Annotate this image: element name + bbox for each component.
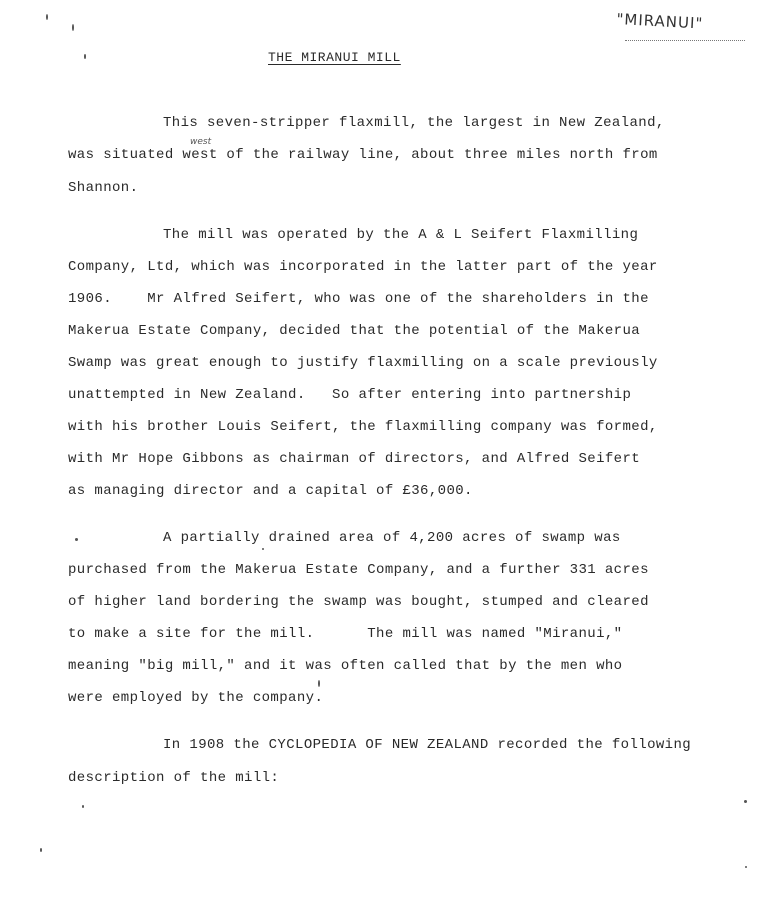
scan-mark [72,24,74,31]
scan-mark [40,848,42,852]
paragraph-2-line-6: unattempted in New Zealand. So after entering into partnership [68,387,632,403]
paragraph-1-line-2: was situated west of the railway line, about three miles north from [68,147,658,163]
scan-mark [75,538,78,541]
paragraph-2-line-8: with Mr Hope Gibbons as chairman of directors, and Alfred Seifert [68,451,641,467]
scan-mark [46,14,48,20]
paragraph-2-line-1: The mill was operated by the A & L Seifert Flaxmilling [163,227,639,243]
handwritten-annotation: "MIRANUI" [616,10,704,33]
scan-mark [84,54,86,59]
paragraph-3-line-2: purchased from the Makerua Estate Company, and a further 331 acres [68,562,649,578]
scan-mark [82,805,84,808]
paragraph-3-line-6: were employed by the company. [68,690,324,706]
page-title: THE MIRANUI MILL [268,50,401,65]
paragraph-2-line-9: as managing director and a capital of £36,000. [68,483,473,499]
scan-mark [262,548,264,550]
annotation-underline [625,40,745,41]
paragraph-2-line-7: with his brother Louis Seifert, the flaxmilling company was formed, [68,419,658,435]
paragraph-2-line-3: 1906. Mr Alfred Seifert, who was one of the shareholders in the [68,291,649,307]
paragraph-1-line-3: Shannon. [68,180,139,196]
paragraph-3-line-3: of higher land bordering the swamp was bought, stumped and cleared [68,594,649,610]
paragraph-2-line-2: Company, Ltd, which was incorporated in the latter part of the year [68,259,658,275]
paragraph-2-line-5: Swamp was great enough to justify flaxmilling on a scale previously [68,355,658,371]
scan-mark [745,866,747,868]
scan-mark [318,680,320,687]
paragraph-2-line-4: Makerua Estate Company, decided that the potential of the Makerua [68,323,641,339]
paragraph-3-line-1: A partially drained area of 4,200 acres of swamp was [163,530,621,546]
scan-mark [744,800,747,803]
handwritten-correction: west [190,137,212,147]
paragraph-4-line-2: description of the mill: [68,770,280,786]
paragraph-3-line-5: meaning "big mill," and it was often called that by the men who [68,658,623,674]
paragraph-4-line-1: In 1908 the CYCLOPEDIA OF NEW ZEALAND recorded the following [163,737,692,753]
paragraph-1-line-1: This seven-stripper flaxmill, the largest in New Zealand, [163,115,665,131]
paragraph-3-line-4: to make a site for the mill. The mill was named "Miranui," [68,626,623,642]
